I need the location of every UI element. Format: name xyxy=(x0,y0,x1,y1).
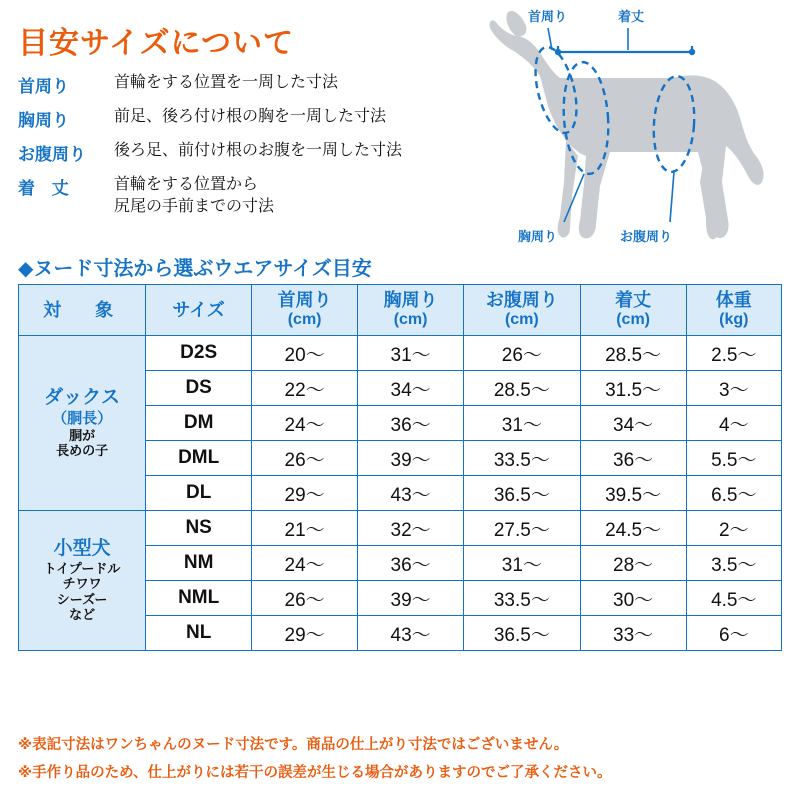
section-heading: ◆ヌード寸法から選ぶウエアサイズ目安 xyxy=(18,258,372,280)
group-name: ダックス xyxy=(44,387,120,408)
group-sub: （胴長） xyxy=(52,409,113,427)
illustration-label-belly: お腹周り xyxy=(620,229,673,244)
cell-size: NL xyxy=(146,616,252,651)
column-header-length xyxy=(580,285,686,336)
group-name: 小型犬 xyxy=(53,537,111,559)
cell-belly: 36.5〜 xyxy=(464,616,581,651)
cell-weight: 2〜 xyxy=(686,511,781,546)
cell-neck: 22〜 xyxy=(252,371,358,406)
group-note-line2: 長めの子 xyxy=(56,443,109,459)
cell-neck: 26〜 xyxy=(252,441,358,476)
table-header-row xyxy=(19,285,782,336)
definition-term: お腹周り xyxy=(18,145,86,164)
column-header-neck xyxy=(252,285,358,336)
cell-chest: 43〜 xyxy=(358,616,464,651)
cell-chest: 34〜 xyxy=(358,371,464,406)
definition-description-line2: 尻尾の手前までの寸法 xyxy=(114,197,275,215)
cell-length: 28.5〜 xyxy=(580,336,686,371)
definition-item-neck xyxy=(18,72,488,97)
cell-weight: 6.5〜 xyxy=(686,476,781,511)
cell-neck: 29〜 xyxy=(252,616,358,651)
column-header-target-label: 対 象 xyxy=(43,299,122,320)
cell-length: 36〜 xyxy=(580,441,686,476)
definition-item-belly xyxy=(18,140,488,165)
dog-measurement-illustration xyxy=(460,6,790,256)
definition-description-line1: 首輪をする位置から xyxy=(114,176,259,193)
cell-weight: 4〜 xyxy=(686,406,781,441)
cell-neck: 26〜 xyxy=(252,581,358,616)
column-header-belly xyxy=(464,285,581,336)
cell-belly: 26〜 xyxy=(464,336,581,371)
cell-length: 33〜 xyxy=(580,616,686,651)
column-header-weight-unit: (kg) xyxy=(719,311,749,329)
cell-weight: 3.5〜 xyxy=(686,546,781,581)
illustration-label-neck: 首周り xyxy=(528,9,568,24)
cell-belly: 33.5〜 xyxy=(464,441,581,476)
footnote-2: ※手作り品のため、仕上がりには若干の誤差が生じる場合がありますのでご了承ください。 xyxy=(18,765,612,781)
table-header xyxy=(19,285,782,336)
table-body xyxy=(19,336,782,651)
column-header-belly-unit: (cm) xyxy=(504,311,539,329)
illustration-label-chest: 胸周り xyxy=(518,229,558,244)
column-header-chest xyxy=(358,285,464,336)
cell-chest: 36〜 xyxy=(358,546,464,581)
group-note-line1: 胴が xyxy=(69,427,96,443)
group-label-dachshund xyxy=(19,336,146,511)
definition-term: 胸周り xyxy=(18,111,69,130)
column-header-neck-label: 首周り xyxy=(277,290,332,311)
cell-neck: 20〜 xyxy=(252,336,358,371)
cell-chest: 39〜 xyxy=(358,581,464,616)
cell-chest: 39〜 xyxy=(358,441,464,476)
definition-description: 前足、後ろ付け根の胸を一周した寸法 xyxy=(114,108,387,125)
cell-chest: 31〜 xyxy=(358,336,464,371)
cell-length: 24.5〜 xyxy=(580,511,686,546)
cell-size: DM xyxy=(146,406,252,441)
cell-belly: 28.5〜 xyxy=(464,371,581,406)
definition-item-chest xyxy=(18,106,488,131)
group-note-line2: チワワ xyxy=(62,576,102,592)
cell-size: DML xyxy=(146,441,252,476)
footnotes xyxy=(18,733,788,789)
definition-description: 首輪をする位置を一周した寸法 xyxy=(114,74,339,91)
cell-belly: 27.5〜 xyxy=(464,511,581,546)
cell-neck: 29〜 xyxy=(252,476,358,511)
cell-weight: 5.5〜 xyxy=(686,441,781,476)
group-note-line3: シーズー xyxy=(56,591,108,607)
definition-item-length xyxy=(18,174,488,217)
cell-neck: 24〜 xyxy=(252,546,358,581)
column-header-weight xyxy=(686,285,781,336)
cell-size: DL xyxy=(146,476,252,511)
table-row xyxy=(19,336,782,371)
cell-length: 28〜 xyxy=(580,546,686,581)
cell-weight: 3〜 xyxy=(686,371,781,406)
column-header-neck-unit: (cm) xyxy=(287,311,322,329)
cell-length: 30〜 xyxy=(580,581,686,616)
cell-size: D2S xyxy=(146,336,252,371)
cell-length: 34〜 xyxy=(580,406,686,441)
column-header-belly-label: お腹周り xyxy=(485,290,558,311)
definition-term: 首周り xyxy=(18,77,69,96)
column-header-weight-label: 体重 xyxy=(715,290,752,311)
column-header-length-label: 着丈 xyxy=(615,290,652,311)
column-header-chest-unit: (cm) xyxy=(393,311,428,329)
footnote-1: ※表記寸法はワンちゃんのヌード寸法です。商品の仕上がり寸法ではございません。 xyxy=(18,737,569,753)
cell-length: 31.5〜 xyxy=(580,371,686,406)
cell-size: NM xyxy=(146,546,252,581)
column-header-size xyxy=(146,285,252,336)
cell-neck: 24〜 xyxy=(252,406,358,441)
cell-belly: 33.5〜 xyxy=(464,581,581,616)
column-header-target xyxy=(19,285,146,336)
column-header-chest-label: 胸周り xyxy=(383,290,438,311)
size-table xyxy=(18,284,782,651)
cell-size: DS xyxy=(146,371,252,406)
cell-size: NS xyxy=(146,511,252,546)
cell-belly: 31〜 xyxy=(464,546,581,581)
illustration-label-length: 着丈 xyxy=(618,9,645,24)
cell-chest: 43〜 xyxy=(358,476,464,511)
definition-description: 後ろ足、前付け根のお腹を一周した寸法 xyxy=(114,142,403,159)
cell-weight: 4.5〜 xyxy=(686,581,781,616)
definition-term: 着 丈 xyxy=(18,179,75,198)
cell-chest: 36〜 xyxy=(358,406,464,441)
cell-belly: 36.5〜 xyxy=(464,476,581,511)
cell-belly: 31〜 xyxy=(464,406,581,441)
cell-weight: 2.5〜 xyxy=(686,336,781,371)
cell-size: NML xyxy=(146,581,252,616)
page-title: 目安サイズについて xyxy=(18,27,294,60)
cell-length: 39.5〜 xyxy=(580,476,686,511)
group-note-line4: など xyxy=(69,607,96,623)
cell-chest: 32〜 xyxy=(358,511,464,546)
column-header-size-label: サイズ xyxy=(172,299,225,320)
column-header-length-unit: (cm) xyxy=(616,311,650,329)
definition-list xyxy=(18,72,488,226)
definition-description xyxy=(114,174,274,217)
table-row xyxy=(19,511,782,546)
cell-weight: 6〜 xyxy=(686,616,781,651)
cell-neck: 21〜 xyxy=(252,511,358,546)
group-note-line1: トイプードル xyxy=(43,560,121,576)
group-label-small-dog xyxy=(19,511,146,651)
dog-silhouette-icon xyxy=(460,6,790,256)
